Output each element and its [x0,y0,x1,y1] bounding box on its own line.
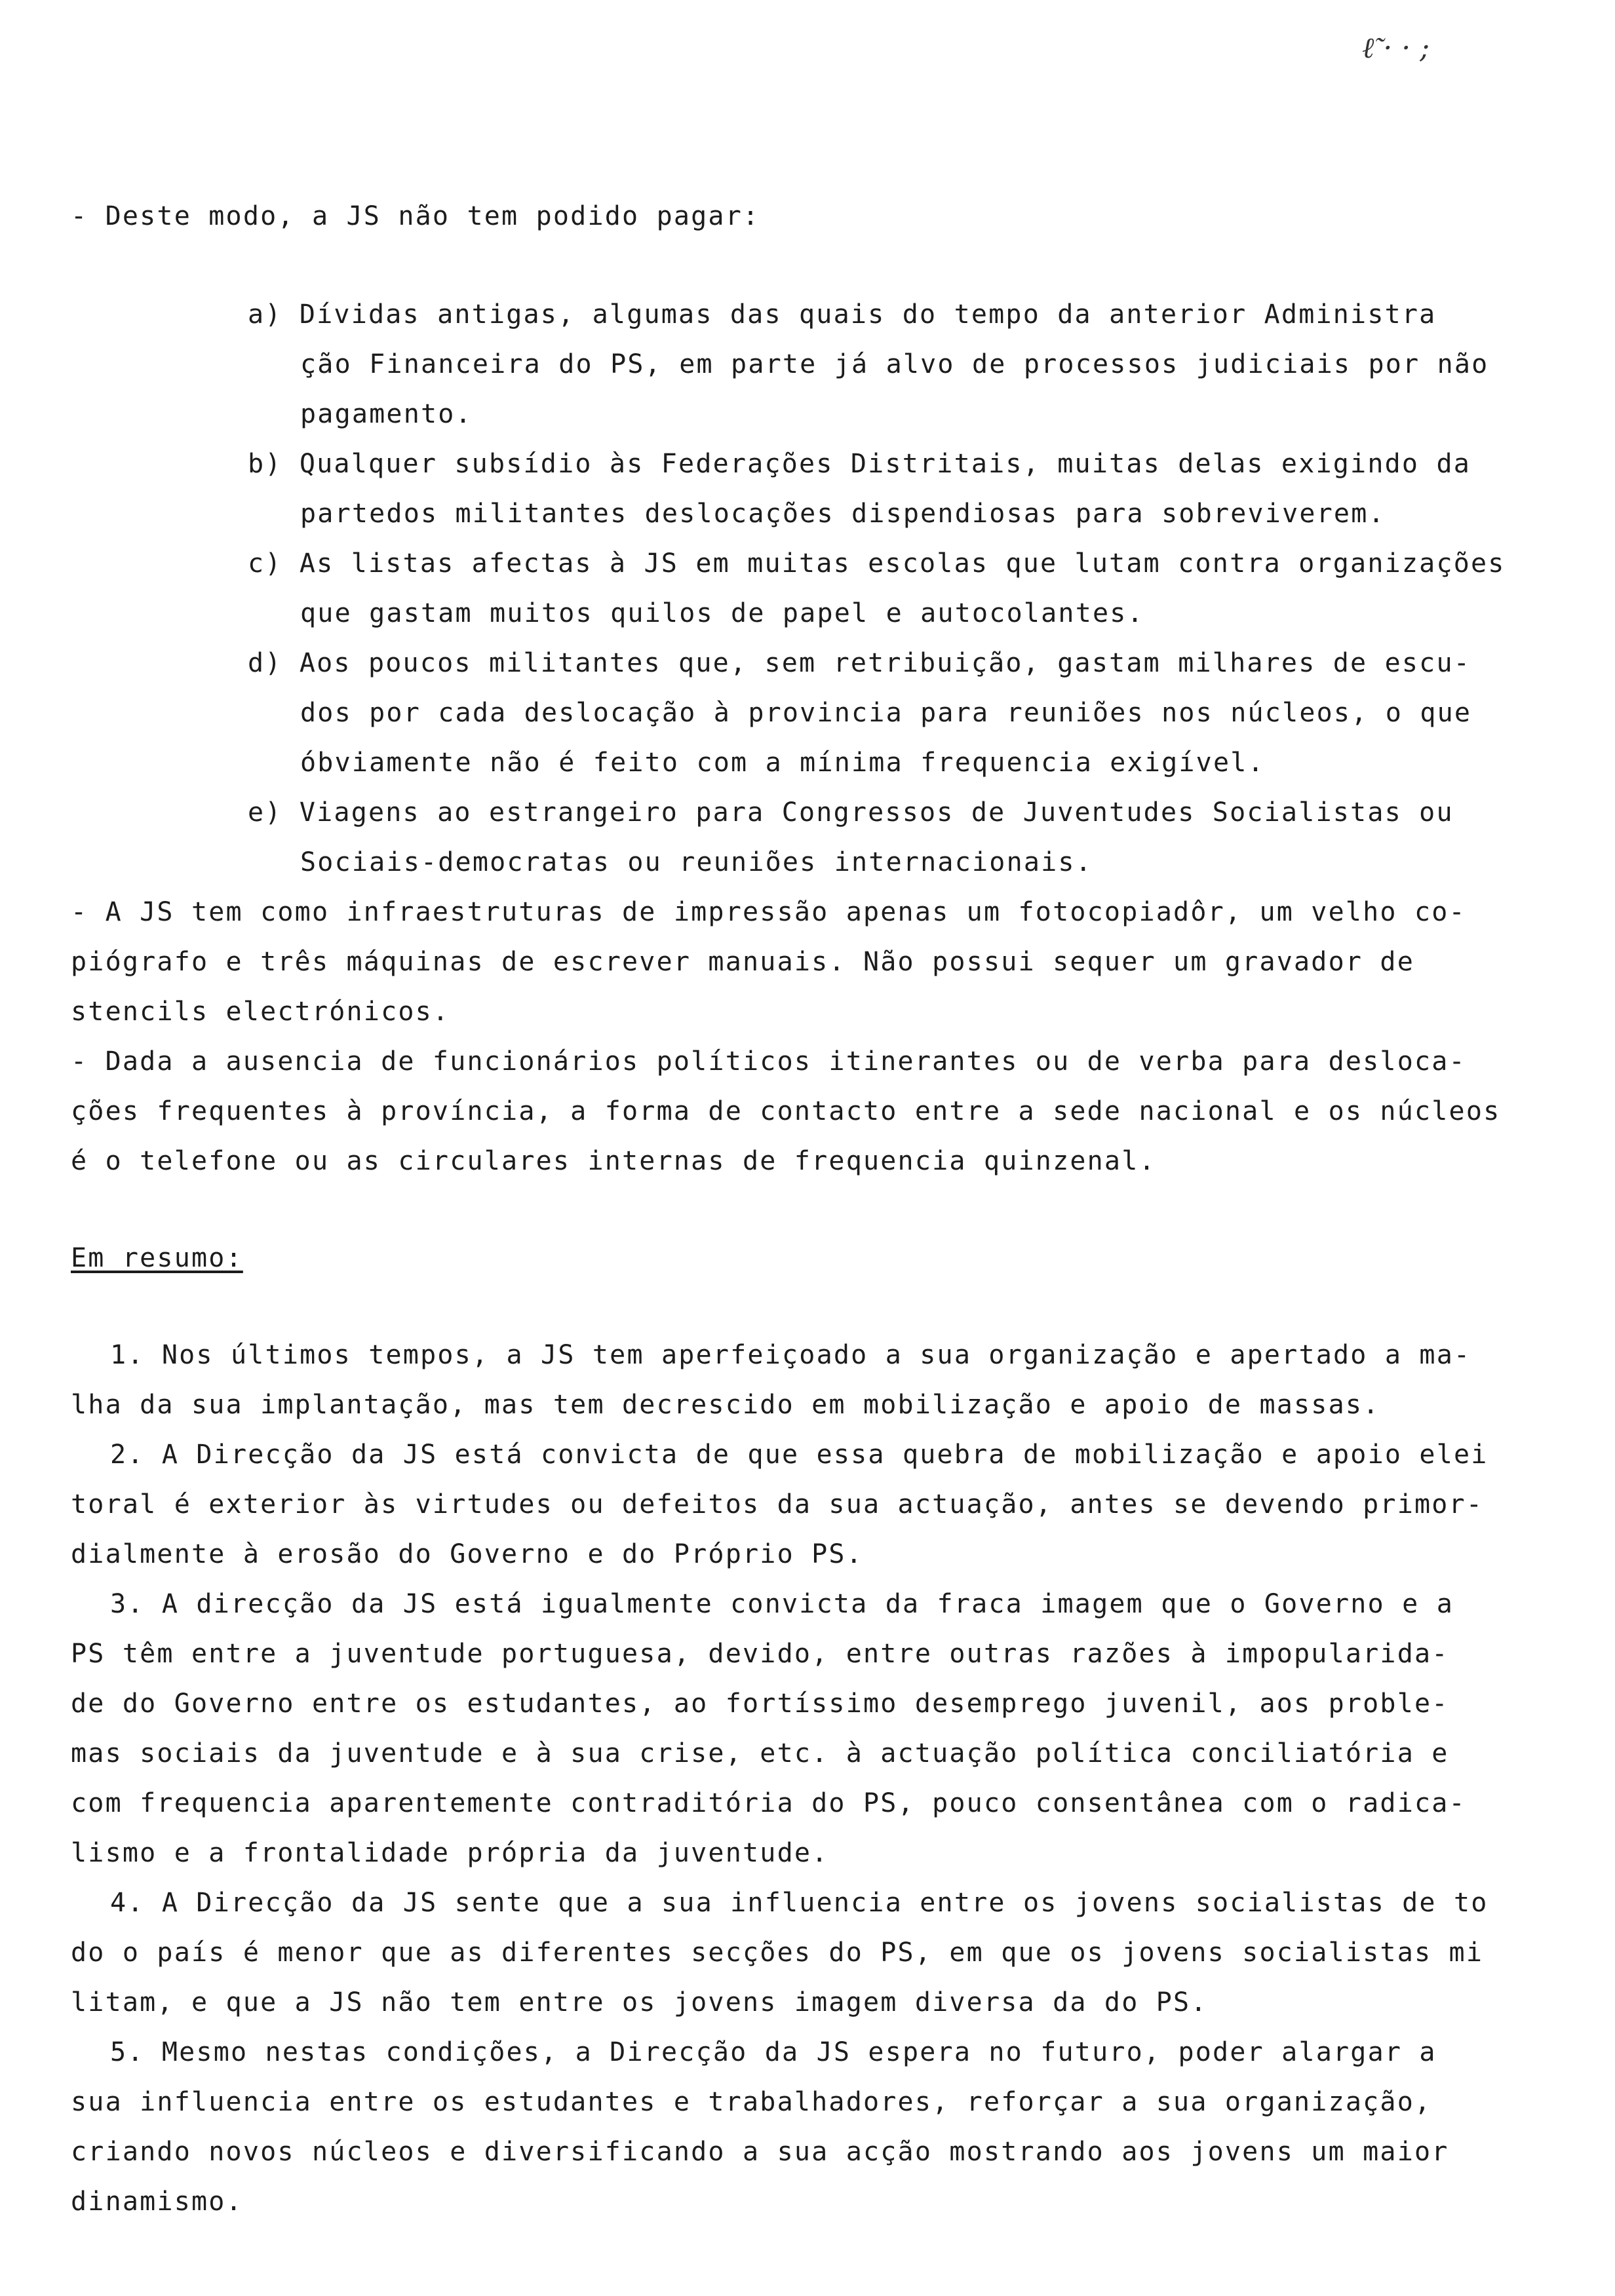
text-line: de do Governo entre os estudantes, ao fortíssimo desemprego juvenil, aos proble- [71,1689,1449,1719]
text-line: ção Financeira do PS, em parte já alvo de processos judiciais por não [300,349,1489,379]
text-line: óbviamente não é feito com a mínima frequencia exigível. [300,748,1265,778]
text-line: 3. A direcção da JS está igualmente convicta da fraca imagem que o Governo e a [110,1589,1454,1619]
text-line: 2. A Direcção da JS está convicta de que essa quebra de mobilização e apoio elei [110,1440,1489,1470]
section-heading: Em resumo: [71,1243,243,1273]
text-line: stencils electrónicos. [71,997,450,1027]
text-line: 4. A Direcção da JS sente que a sua influencia entre os jovens socialistas de to [110,1888,1489,1918]
text-line: é o telefone ou as circulares internas de frequencia quinzenal. [71,1146,1156,1176]
text-line: partedos militantes deslocações dispendiosas para sobreviverem. [300,499,1386,529]
text-line: lha da sua implantação, mas tem decrescido em mobilização e apoio de massas. [71,1390,1380,1420]
text-line: - Deste modo, a JS não tem podido pagar: [71,201,760,231]
handwritten-mark: ℓ̃ · · ; [1362,31,1430,65]
text-line: dialmente à erosão do Governo e do Próprio PS. [71,1539,863,1569]
text-line: Sociais-democratas ou reuniões internacionais. [300,847,1093,877]
text-line: e) Viagens ao estrangeiro para Congressos de Juventudes Socialistas ou [248,797,1454,828]
text-line: dos por cada deslocação à provincia para reuniões nos núcleos, o que [300,698,1472,728]
text-line: lismo e a frontalidade própria da juventude. [71,1838,829,1868]
text-line: litam, e que a JS não tem entre os jovens imagem diversa da do PS. [71,1987,1208,2018]
text-line: 1. Nos últimos tempos, a JS tem aperfeiçoado a sua organização e apertado a ma- [110,1340,1471,1370]
text-line: a) Dívidas antigas, algumas das quais do tempo da anterior Administra [248,299,1437,330]
text-line: ções frequentes à província, a forma de contacto entre a sede nacional e os núcleos [71,1096,1501,1126]
text-line: - Dada a ausencia de funcionários políticos itinerantes ou de verba para desloca- [71,1046,1466,1077]
text-line: - A JS tem como infraestruturas de impressão apenas um fotocopiadôr, um velho co- [71,897,1466,927]
text-line: dinamismo. [71,2187,243,2217]
text-line: pagamento. [300,399,473,429]
text-line: com frequencia aparentemente contraditória do PS, pouco consentânea com o radica- [71,1788,1466,1818]
text-line: b) Qualquer subsídio às Federações Distritais, muitas delas exigindo da [248,449,1471,479]
text-line: 5. Mesmo nestas condições, a Direcção da JS espera no futuro, poder alargar a [110,2037,1437,2067]
text-line: do o país é menor que as diferentes secções do PS, em que os jovens socialistas mi [71,1938,1484,1968]
text-line: que gastam muitos quilos de papel e autocolantes. [300,598,1144,628]
text-line: piógrafo e três máquinas de escrever manuais. Não possui sequer um gravador de [71,947,1414,977]
text-line: d) Aos poucos militantes que, sem retribuição, gastam milhares de escu- [248,648,1471,678]
text-line: sua influencia entre os estudantes e trabalhadores, reforçar a sua organização, [71,2087,1432,2117]
text-line: c) As listas afectas à JS em muitas escolas que lutam contra organizações [248,548,1506,579]
text-line: toral é exterior às virtudes ou defeitos da sua actuação, antes se devendo primor- [71,1489,1484,1520]
text-line: PS têm entre a juventude portuguesa, devido, entre outras razões à impopularida- [71,1639,1449,1669]
text-line: criando novos núcleos e diversificando a sua acção mostrando aos jovens um maior [71,2137,1449,2167]
text-line: mas sociais da juventude e à sua crise, etc. à actuação política conciliatória e [71,1738,1449,1769]
